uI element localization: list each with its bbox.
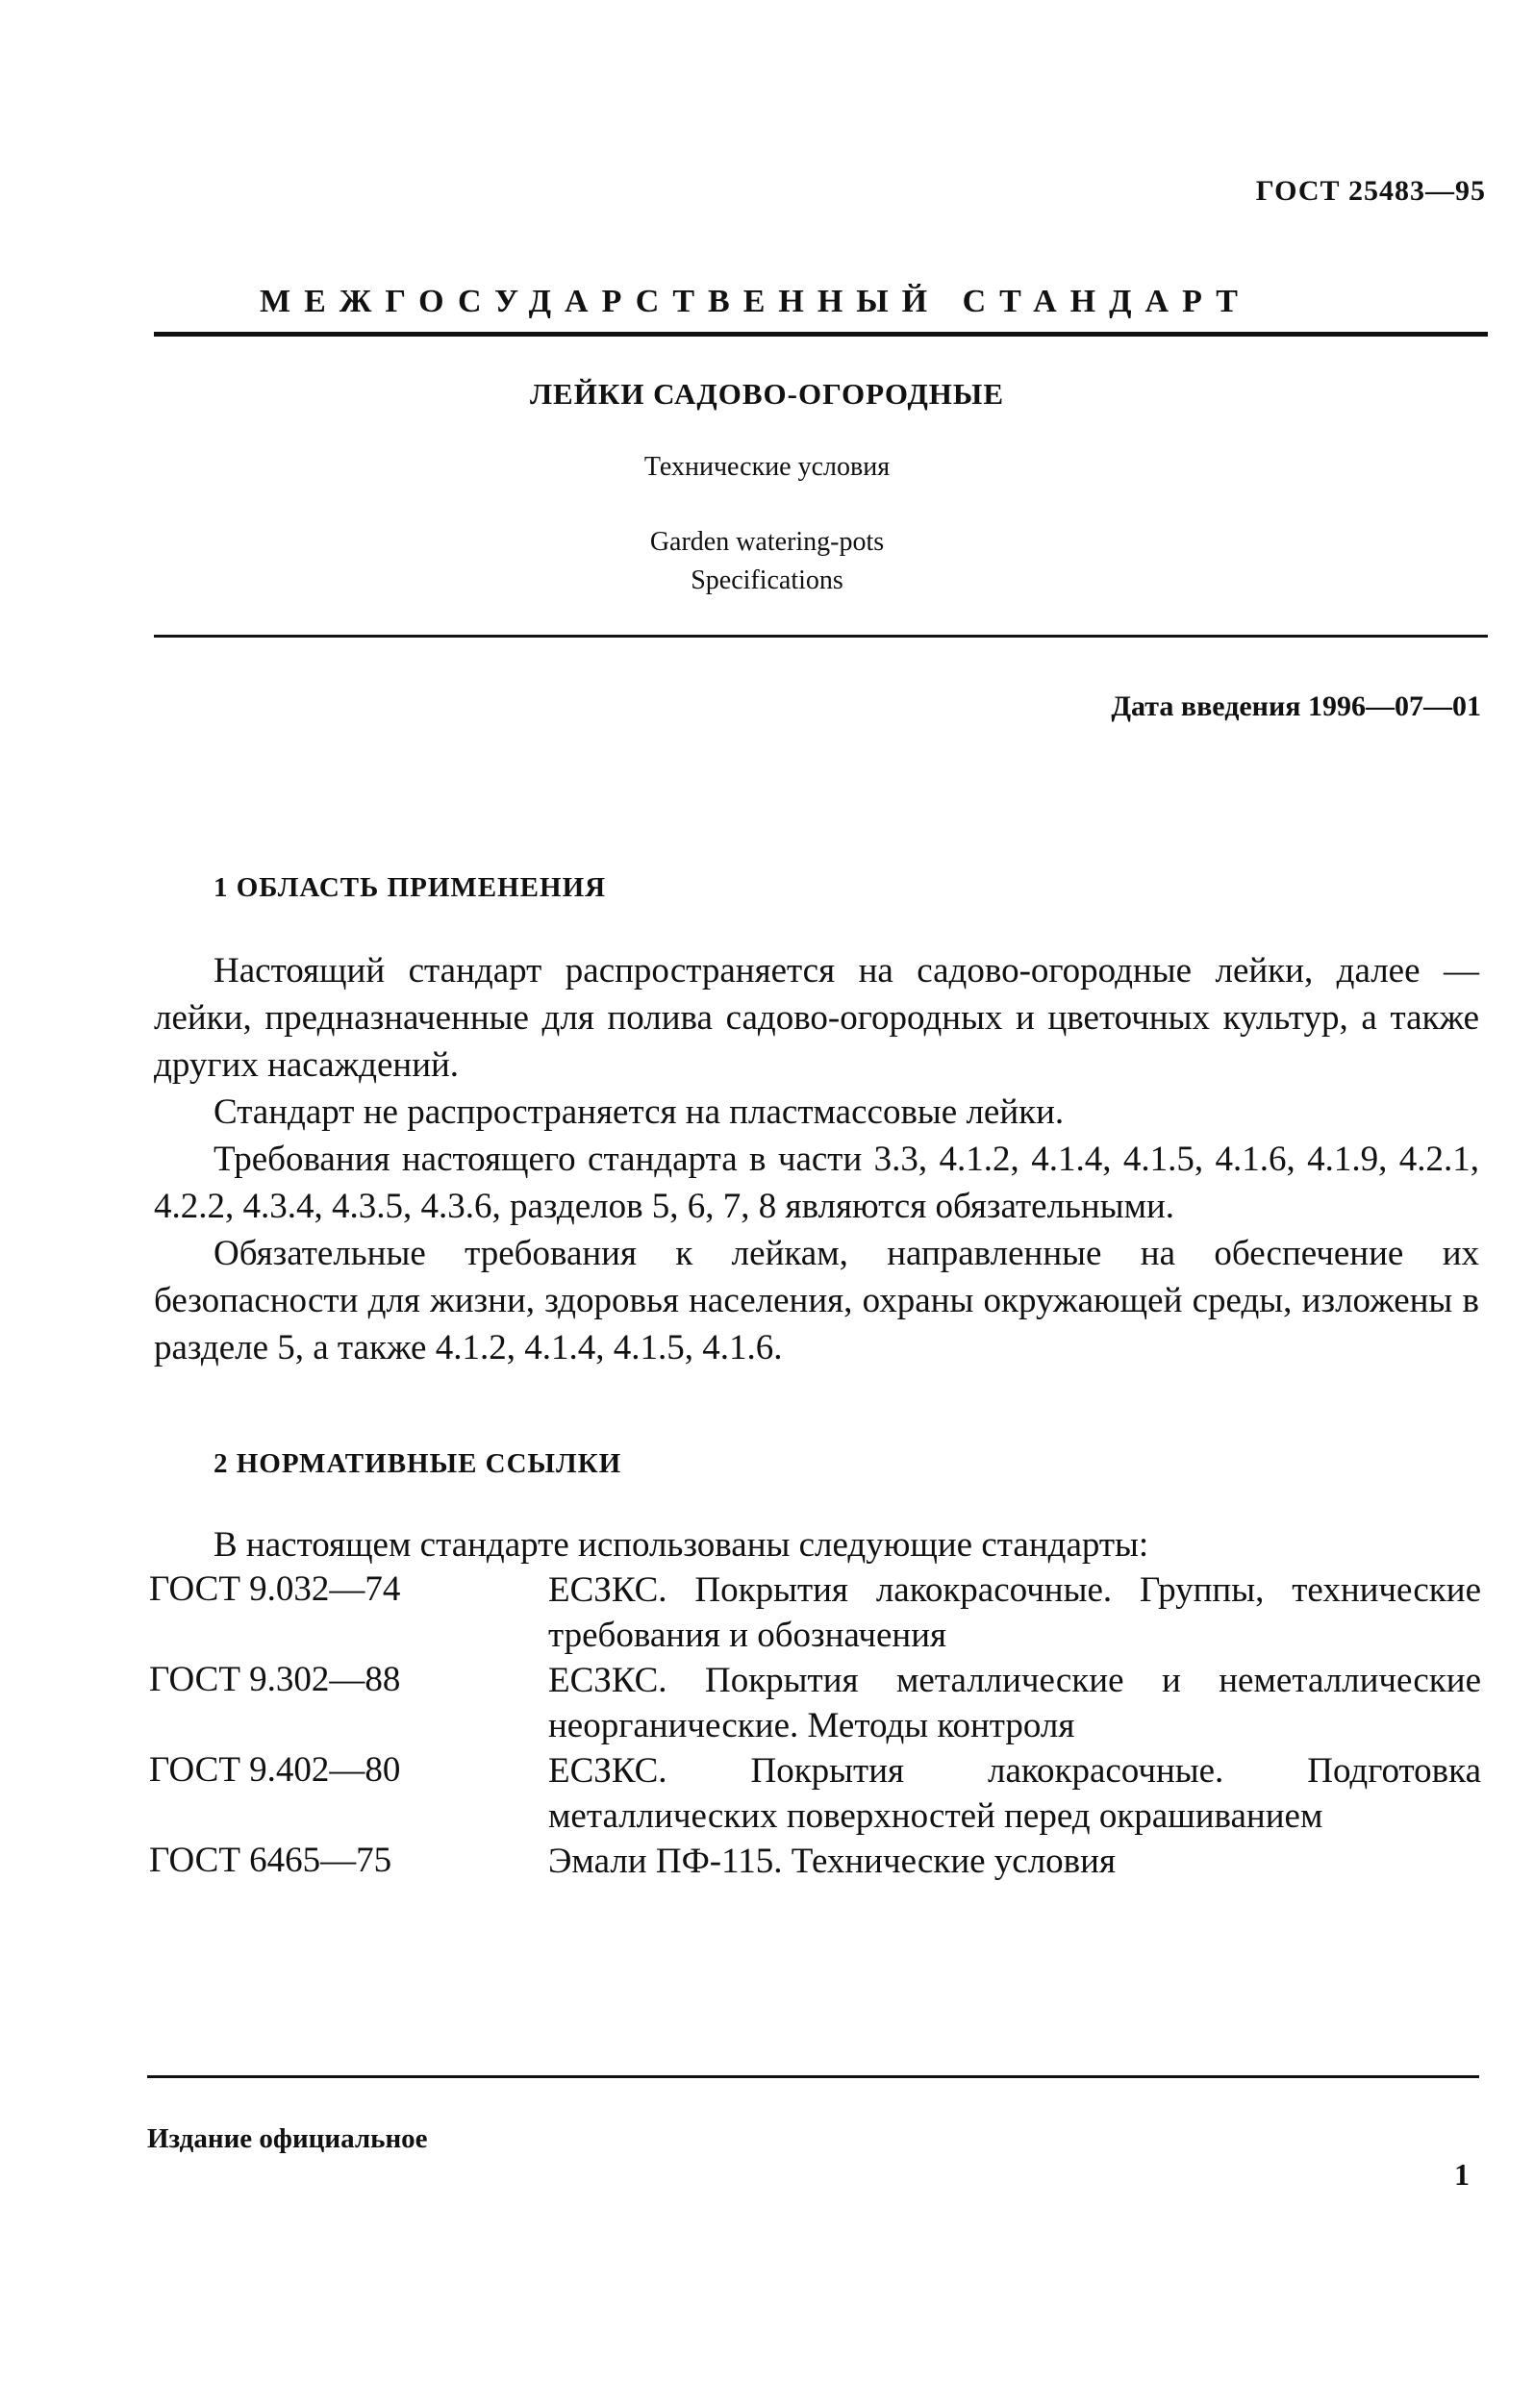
references-list	[149, 1568, 1481, 1884]
section-1-heading: 1 ОБЛАСТЬ ПРИМЕНЕНИЯ	[214, 872, 607, 903]
references-intro: В настоящем стандарте использованы следующие стандарты:	[214, 1525, 1149, 1565]
title-rule	[154, 635, 1488, 638]
section-1-paragraph: Требования настоящего стандарта в части 3.3, 4.1.2, 4.1.4, 4.1.5, 4.1.6, 4.1.9, 4.2.1, 4.2.2, 4.3.4, 4.3.5, 4.3.6, разделов 5, 6, 7, 8 являются обязательными.	[154, 1140, 1479, 1226]
document-title: ЛЕЙКИ САДОВО-ОГОРОДНЫЕ	[529, 377, 1005, 411]
english-title: Garden watering-pots	[649, 527, 885, 557]
section-2-heading: 2 НОРМАТИВНЫЕ ССЫЛКИ	[214, 1448, 622, 1479]
section-1-body	[154, 947, 1479, 1371]
reference-description: ЕСЗКС. Покрытия лакокрасочные. Группы, технические требования и обозначения	[548, 1570, 1481, 1655]
reference-description: Эмали ПФ-115. Технические условия	[548, 1842, 1116, 1881]
interstate-standard-banner: МЕЖГОСУДАРСТВЕННЫЙ СТАНДАРТ	[260, 284, 1251, 319]
edition-label: Издание официальное	[147, 2123, 428, 2154]
reference-code: ГОСТ 9.032—74	[149, 1569, 401, 1609]
page-number: 1	[1454, 2157, 1470, 2192]
reference-row	[149, 1748, 1481, 1839]
section-1-paragraph: Настоящий стандарт распространяется на садово-огородные лейки, далее — лейки, предназначенные для полива садово-огородных и цветочных культур, а также других насаждений.	[154, 951, 1479, 1085]
section-1-paragraph: Стандарт не распространяется на пластмассовые лейки.	[214, 1092, 1065, 1132]
section-1-paragraph: Обязательные требования к лейкам, направленные на обеспечение их безопасности для жизни, здоровья населения, охраны окружающей среды, изложены в разделе 5, а также 4.1.2, 4.1.4, 4.1.5, 4.1.6.	[154, 1234, 1479, 1367]
reference-code: ГОСТ 9.402—80	[149, 1750, 401, 1790]
reference-code: ГОСТ 6465—75	[149, 1841, 392, 1880]
reference-row	[149, 1568, 1481, 1658]
reference-row	[149, 1658, 1481, 1748]
document-subtitle: Технические условия	[643, 452, 891, 482]
standard-code: ГОСТ 25483—95	[1255, 175, 1486, 207]
reference-code: ГОСТ 9.302—88	[149, 1660, 401, 1699]
reference-description: ЕСЗКС. Покрытия лакокрасочные. Подготовка металлических поверхностей перед окрашиванием	[548, 1751, 1481, 1836]
top-rule-thick	[154, 332, 1488, 337]
footer-rule	[147, 2075, 1479, 2078]
reference-description: ЕСЗКС. Покрытия металлические и неметаллические неорганические. Методы контроля	[548, 1661, 1481, 1745]
reference-row	[149, 1839, 1481, 1884]
introduction-date: Дата введения 1996—07—01	[1111, 690, 1481, 722]
english-subtitle: Specifications	[691, 565, 843, 595]
